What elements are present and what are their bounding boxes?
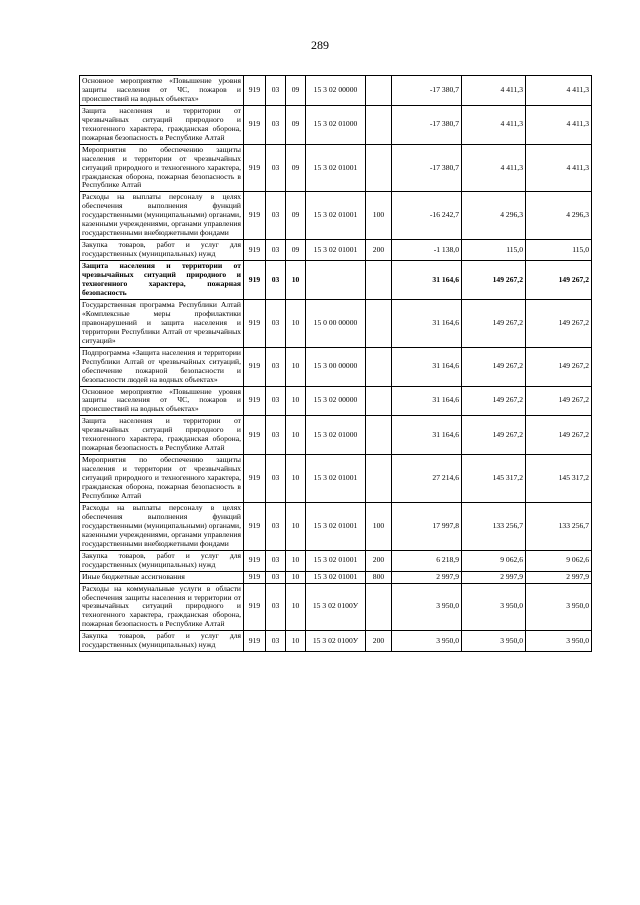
cell-amount-3: 133 256,7 — [526, 502, 592, 550]
cell-amount-2: 149 267,2 — [462, 299, 526, 347]
cell-department-code: 919 — [244, 144, 266, 192]
cell-amount-3: 4 411,3 — [526, 105, 592, 144]
cell-amount-1: 31 164,6 — [392, 386, 462, 416]
cell-expense-type: 200 — [366, 240, 392, 261]
cell-amount-1: 31 164,6 — [392, 261, 462, 300]
cell-subsection-code: 10 — [286, 347, 306, 386]
cell-amount-3: 149 267,2 — [526, 386, 592, 416]
cell-subsection-code: 10 — [286, 416, 306, 455]
cell-amount-3: 149 267,2 — [526, 347, 592, 386]
table-row — [80, 502, 592, 550]
cell-subsection-code: 10 — [286, 631, 306, 652]
cell-subsection-code: 09 — [286, 105, 306, 144]
cell-amount-1: 3 950,0 — [392, 583, 462, 631]
cell-section-code: 03 — [266, 583, 286, 631]
cell-amount-2: 4 411,3 — [462, 144, 526, 192]
cell-amount-3: 4 411,3 — [526, 76, 592, 106]
cell-amount-3: 3 950,0 — [526, 583, 592, 631]
cell-section-code: 03 — [266, 192, 286, 240]
cell-amount-2: 149 267,2 — [462, 416, 526, 455]
cell-description: Подпрограмма «Защита населения и территории Республики Алтай от чрезвычайных ситуаций, обеспечение пожарной безопасности и безопасности людей на водных объектах» — [80, 347, 244, 386]
table-body — [80, 76, 592, 652]
cell-amount-1: -17 380,7 — [392, 105, 462, 144]
cell-subsection-code: 10 — [286, 299, 306, 347]
cell-description: Расходы на коммунальные услуги в области обеспечения защиты населения и территории от чрезвычайных ситуаций природного и техногенного характера, гражданская оборона, пожарная безопасность в Республике Алтай — [80, 583, 244, 631]
budget-table — [79, 75, 592, 652]
cell-amount-1: 31 164,6 — [392, 416, 462, 455]
cell-target-article: 15 3 02 01001 — [306, 144, 366, 192]
table-row — [80, 144, 592, 192]
cell-expense-type — [366, 144, 392, 192]
cell-amount-1: -1 138,0 — [392, 240, 462, 261]
cell-amount-2: 4 296,3 — [462, 192, 526, 240]
table-row — [80, 347, 592, 386]
cell-target-article: 15 0 00 00000 — [306, 299, 366, 347]
cell-section-code: 03 — [266, 550, 286, 571]
cell-section-code: 03 — [266, 299, 286, 347]
cell-department-code: 919 — [244, 550, 266, 571]
cell-expense-type: 100 — [366, 192, 392, 240]
table-row — [80, 455, 592, 503]
cell-amount-2: 149 267,2 — [462, 347, 526, 386]
cell-department-code: 919 — [244, 386, 266, 416]
cell-amount-2: 4 411,3 — [462, 105, 526, 144]
cell-expense-type — [366, 347, 392, 386]
cell-amount-3: 3 950,0 — [526, 631, 592, 652]
cell-target-article: 15 3 02 01000 — [306, 416, 366, 455]
cell-department-code: 919 — [244, 347, 266, 386]
cell-department-code: 919 — [244, 455, 266, 503]
cell-target-article: 15 3 02 00000 — [306, 76, 366, 106]
cell-target-article: 15 3 02 01001 — [306, 550, 366, 571]
cell-amount-2: 145 317,2 — [462, 455, 526, 503]
cell-section-code: 03 — [266, 571, 286, 583]
cell-amount-1: 6 218,9 — [392, 550, 462, 571]
cell-description: Расходы на выплаты персоналу в целях обеспечения выполнения функций государственными (муниципальными) органами, казенными учреждениями, органами управления государственными внебюджетными фондами — [80, 192, 244, 240]
cell-section-code: 03 — [266, 76, 286, 106]
table-row — [80, 550, 592, 571]
cell-expense-type: 200 — [366, 550, 392, 571]
cell-amount-2: 149 267,2 — [462, 261, 526, 300]
cell-description: Основное мероприятие «Повышение уровня защиты населения от ЧС, пожаров и происшествий на водных объектах» — [80, 386, 244, 416]
table-row — [80, 631, 592, 652]
cell-description: Закупка товаров, работ и услуг для государственных (муниципальных) нужд — [80, 550, 244, 571]
cell-subsection-code: 10 — [286, 502, 306, 550]
cell-description: Закупка товаров, работ и услуг для государственных (муниципальных) нужд — [80, 631, 244, 652]
cell-amount-1: 31 164,6 — [392, 347, 462, 386]
cell-department-code: 919 — [244, 240, 266, 261]
cell-subsection-code: 10 — [286, 455, 306, 503]
cell-amount-2: 3 950,0 — [462, 631, 526, 652]
cell-subsection-code: 09 — [286, 192, 306, 240]
cell-target-article: 15 3 02 0100У — [306, 631, 366, 652]
cell-amount-1: 31 164,6 — [392, 299, 462, 347]
cell-department-code: 919 — [244, 631, 266, 652]
table-row — [80, 76, 592, 106]
cell-amount-3: 149 267,2 — [526, 299, 592, 347]
cell-expense-type — [366, 105, 392, 144]
cell-description: Мероприятия по обеспечению защиты населения и территории от чрезвычайных ситуаций природного и техногенного характера, гражданская оборона, пожарная безопасность в Республике Алтай — [80, 455, 244, 503]
cell-amount-2: 133 256,7 — [462, 502, 526, 550]
cell-expense-type — [366, 416, 392, 455]
cell-section-code: 03 — [266, 261, 286, 300]
cell-expense-type — [366, 76, 392, 106]
cell-department-code: 919 — [244, 583, 266, 631]
cell-section-code: 03 — [266, 240, 286, 261]
cell-subsection-code: 09 — [286, 76, 306, 106]
cell-department-code: 919 — [244, 192, 266, 240]
cell-amount-1: -16 242,7 — [392, 192, 462, 240]
cell-expense-type — [366, 299, 392, 347]
cell-section-code: 03 — [266, 105, 286, 144]
cell-amount-3: 115,0 — [526, 240, 592, 261]
cell-amount-1: 27 214,6 — [392, 455, 462, 503]
cell-expense-type — [366, 261, 392, 300]
cell-amount-2: 3 950,0 — [462, 583, 526, 631]
cell-target-article: 15 3 02 01000 — [306, 105, 366, 144]
cell-department-code: 919 — [244, 416, 266, 455]
cell-amount-3: 9 062,6 — [526, 550, 592, 571]
cell-department-code: 919 — [244, 76, 266, 106]
cell-section-code: 03 — [266, 502, 286, 550]
cell-department-code: 919 — [244, 571, 266, 583]
cell-amount-3: 4 411,3 — [526, 144, 592, 192]
table-row — [80, 240, 592, 261]
cell-description: Мероприятия по обеспечению защиты населения и территории от чрезвычайных ситуаций природного и техногенного характера, гражданская оборона, пожарная безопасность в Республике Алтай — [80, 144, 244, 192]
cell-target-article: 15 3 02 01001 — [306, 240, 366, 261]
cell-description: Расходы на выплаты персоналу в целях обеспечения выполнения функций государственными (муниципальными) органами, казенными учреждениями, органами управления государственными внебюджетными фондами — [80, 502, 244, 550]
cell-department-code: 919 — [244, 299, 266, 347]
cell-amount-2: 115,0 — [462, 240, 526, 261]
cell-amount-1: -17 380,7 — [392, 76, 462, 106]
cell-expense-type: 800 — [366, 571, 392, 583]
cell-section-code: 03 — [266, 416, 286, 455]
cell-amount-2: 9 062,6 — [462, 550, 526, 571]
cell-subsection-code: 09 — [286, 240, 306, 261]
cell-description: Иные бюджетные ассигнования — [80, 571, 244, 583]
cell-target-article: 15 3 02 01001 — [306, 571, 366, 583]
cell-amount-2: 4 411,3 — [462, 76, 526, 106]
cell-target-article: 15 3 00 00000 — [306, 347, 366, 386]
cell-subsection-code: 10 — [286, 386, 306, 416]
cell-expense-type: 200 — [366, 631, 392, 652]
cell-amount-3: 149 267,2 — [526, 416, 592, 455]
cell-amount-3: 145 317,2 — [526, 455, 592, 503]
cell-target-article: 15 3 02 00000 — [306, 386, 366, 416]
cell-description: Защита населения и территории от чрезвычайных ситуаций природного и техногенного характера, гражданская оборона, пожарная безопасность в Республике Алтай — [80, 416, 244, 455]
cell-expense-type — [366, 455, 392, 503]
cell-department-code: 919 — [244, 105, 266, 144]
cell-description: Закупка товаров, работ и услуг для государственных (муниципальных) нужд — [80, 240, 244, 261]
table-row — [80, 583, 592, 631]
cell-section-code: 03 — [266, 144, 286, 192]
cell-expense-type — [366, 386, 392, 416]
cell-target-article: 15 3 02 01001 — [306, 192, 366, 240]
cell-subsection-code: 10 — [286, 261, 306, 300]
cell-amount-2: 149 267,2 — [462, 386, 526, 416]
cell-amount-1: 2 997,9 — [392, 571, 462, 583]
cell-amount-3: 149 267,2 — [526, 261, 592, 300]
cell-department-code: 919 — [244, 502, 266, 550]
cell-amount-3: 2 997,9 — [526, 571, 592, 583]
cell-description: Основное мероприятие «Повышение уровня защиты населения от ЧС, пожаров и происшествий на водных объектах» — [80, 76, 244, 106]
table-row — [80, 571, 592, 583]
cell-amount-2: 2 997,9 — [462, 571, 526, 583]
cell-amount-1: 3 950,0 — [392, 631, 462, 652]
cell-subsection-code: 10 — [286, 571, 306, 583]
cell-subsection-code: 09 — [286, 144, 306, 192]
table-row — [80, 105, 592, 144]
cell-expense-type — [366, 583, 392, 631]
cell-section-code: 03 — [266, 455, 286, 503]
cell-section-code: 03 — [266, 631, 286, 652]
cell-section-code: 03 — [266, 347, 286, 386]
table-row — [80, 192, 592, 240]
cell-section-code: 03 — [266, 386, 286, 416]
cell-description: Защита населения и территории от чрезвычайных ситуаций природного и техногенного характера, пожарная безопасность — [80, 261, 244, 300]
cell-expense-type: 100 — [366, 502, 392, 550]
cell-target-article: 15 3 02 01001 — [306, 502, 366, 550]
cell-amount-1: -17 380,7 — [392, 144, 462, 192]
table-row — [80, 416, 592, 455]
cell-target-article: 15 3 02 01001 — [306, 455, 366, 503]
cell-amount-3: 4 296,3 — [526, 192, 592, 240]
cell-target-article: 15 3 02 0100У — [306, 583, 366, 631]
table-row — [80, 386, 592, 416]
cell-subsection-code: 10 — [286, 550, 306, 571]
cell-amount-1: 17 997,8 — [392, 502, 462, 550]
table-row — [80, 299, 592, 347]
cell-description: Государственная программа Республики Алтай «Комплексные меры профилактики правонарушений и защита населения и территории Республики Алтай от чрезвычайных ситуаций» — [80, 299, 244, 347]
page-number: 289 — [311, 38, 329, 52]
cell-department-code: 919 — [244, 261, 266, 300]
cell-description: Защита населения и территории от чрезвычайных ситуаций природного и техногенного характера, гражданская оборона, пожарная безопасность в Республике Алтай — [80, 105, 244, 144]
cell-target-article — [306, 261, 366, 300]
table-row — [80, 261, 592, 300]
cell-subsection-code: 10 — [286, 583, 306, 631]
